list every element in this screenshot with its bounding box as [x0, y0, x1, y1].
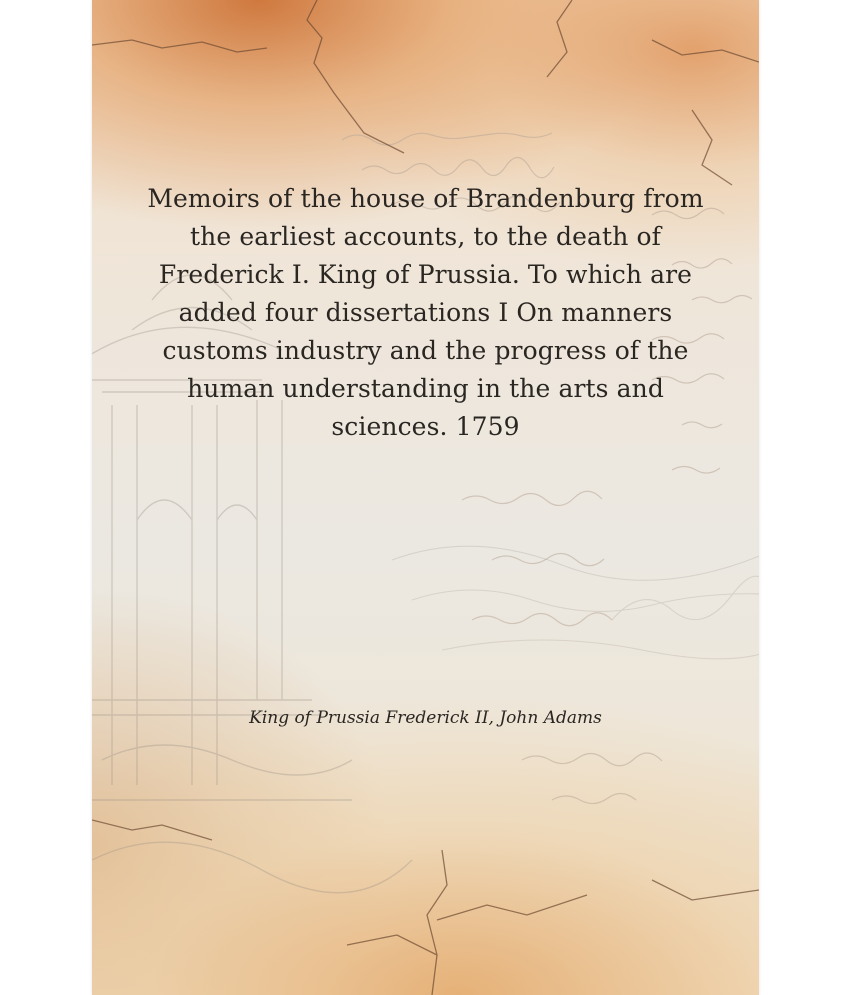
- book-cover: [92, 0, 759, 995]
- cover-background-art: [92, 0, 759, 995]
- landscape-illustration: [392, 546, 759, 659]
- book-title: Memoirs of the house of Brandenburg from the earliest accounts, to the death of Frederick I. King of Prussia. To which are added four dissertations I On manners customs industry and the progress of the human understanding in the arts and sciences. 1759: [147, 184, 704, 441]
- book-author: King of Prussia Frederick II, John Adams: [249, 708, 602, 728]
